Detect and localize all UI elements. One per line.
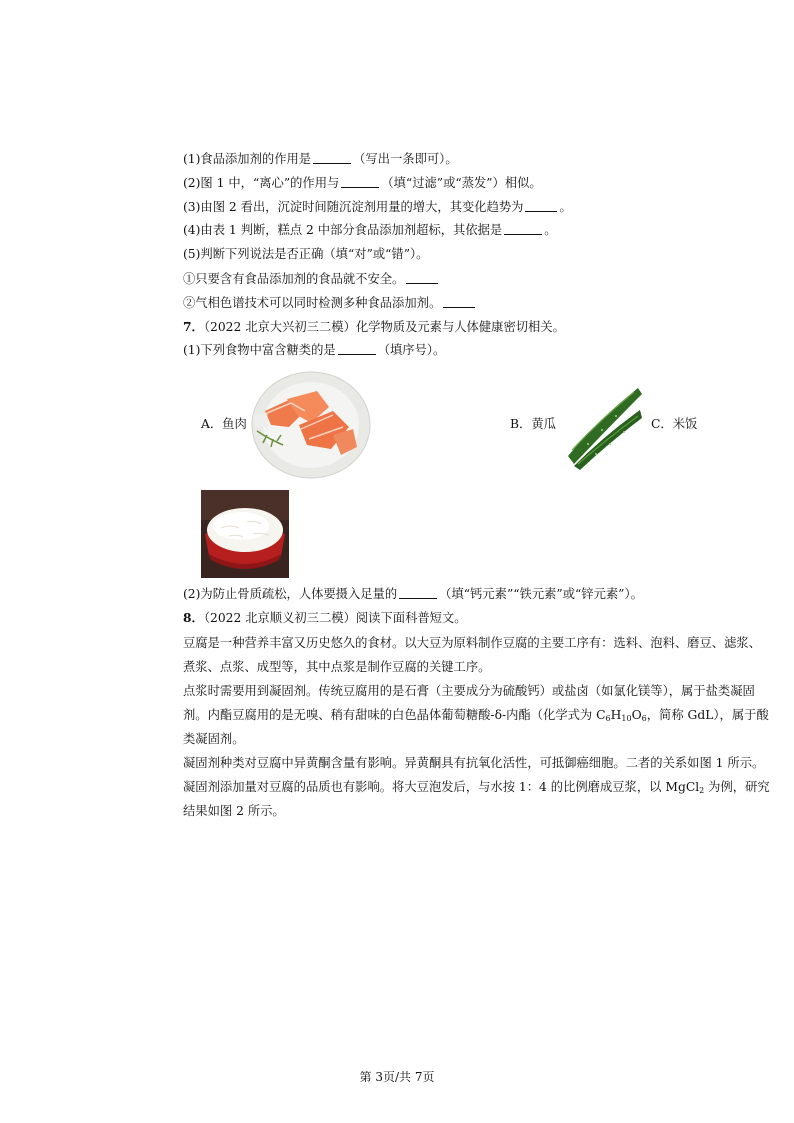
question-number: 7． bbox=[183, 319, 204, 334]
subscript: 6 bbox=[641, 714, 647, 723]
option-a-label: A．鱼肉 bbox=[201, 417, 247, 431]
question-line bbox=[183, 271, 440, 287]
text: （填“钙元素”“铁元素”或“锌元素”）。 bbox=[439, 587, 643, 601]
question-line bbox=[183, 342, 445, 358]
question-line bbox=[183, 151, 458, 167]
text: （填序号）。 bbox=[377, 343, 446, 357]
salmon-plate-image bbox=[249, 369, 373, 481]
text: 。 bbox=[544, 223, 557, 237]
text: ①只要含有食品添加剂的食品就不安全。 bbox=[183, 272, 405, 286]
text: O bbox=[631, 708, 642, 722]
paragraph-line bbox=[183, 707, 769, 723]
text: (2)为防止骨质疏松，人体要摄入足量的 bbox=[183, 587, 398, 601]
paragraph-line: 结果如图 2 所示。 bbox=[183, 804, 285, 818]
text: (3)由图 2 看出，沉淀时间随沉淀剂用量的增大，其变化趋势为 bbox=[183, 200, 524, 214]
option-c-label: C．米饭 bbox=[651, 417, 698, 431]
text: H bbox=[610, 708, 622, 722]
question-line bbox=[183, 199, 572, 215]
question-line bbox=[183, 295, 477, 311]
text: 剂。内酯豆腐用的是无嗅、稍有甜味的白色晶体葡萄糖酸-δ-内酯（化学式为 C bbox=[183, 708, 606, 722]
text: (1)食品添加剂的作用是 bbox=[183, 152, 312, 166]
subscript: 10 bbox=[621, 714, 632, 723]
text: （写出一条即可）。 bbox=[353, 152, 458, 166]
text: (5)判断下列说法是否正确（填“对”或“错”）。 bbox=[183, 247, 429, 261]
text: ，简称 GdL），属于酸 bbox=[646, 708, 769, 722]
paragraph-line: 凝固剂种类对豆腐中异黄酮含量有影响。异黄酮具有抗氧化活性，可抵御癌细胞。二者的关系如图 1 所示。 bbox=[183, 756, 765, 770]
text: ②气相色谱技术可以同时检测多种食品添加剂。 bbox=[183, 296, 442, 310]
text: （2022 北京大兴初三二模）化学物质及元素与人体健康密切相关。 bbox=[203, 320, 565, 334]
question-line bbox=[183, 222, 557, 238]
text: 为例，研究 bbox=[704, 780, 770, 794]
text: (1)下列食物中富含糖类的是 bbox=[183, 343, 336, 357]
question-line bbox=[183, 586, 643, 602]
subscript: 6 bbox=[605, 714, 611, 723]
text: (4)由表 1 判断，糕点 2 中部分食品添加剂超标，其依据是 bbox=[183, 223, 503, 237]
cucumber-image bbox=[558, 380, 644, 470]
text: 凝固剂添加量对豆腐的品质也有影响。将大豆泡发后，与水按 1：4 的比例磨成豆浆，以 MgCl bbox=[183, 780, 700, 794]
text: （填“过滤”或“蒸发”）相似。 bbox=[381, 176, 542, 190]
rice-bowl-image bbox=[201, 490, 289, 578]
question-line bbox=[183, 246, 428, 262]
page-footer: 第 3页/共 7页 bbox=[359, 1070, 435, 1084]
question-heading bbox=[183, 610, 467, 626]
answer-blank[interactable] bbox=[504, 222, 542, 235]
paragraph-line: 豆腐是一种营养丰富又历史悠久的食材。以大豆为原料制作豆腐的主要工序有：选料、泡料、磨豆、滤浆、 bbox=[183, 636, 761, 650]
answer-blank[interactable] bbox=[443, 295, 475, 308]
answer-blank[interactable] bbox=[406, 271, 438, 284]
text: 。 bbox=[559, 200, 572, 214]
text: （2022 北京顺义初三二模）阅读下面科普短文。 bbox=[203, 611, 467, 625]
answer-blank[interactable] bbox=[399, 586, 437, 599]
subscript: 2 bbox=[699, 786, 705, 795]
question-heading bbox=[183, 319, 565, 335]
answer-blank[interactable] bbox=[313, 151, 351, 164]
paragraph-line: 煮浆、点浆、成型等，其中点浆是制作豆腐的关键工序。 bbox=[183, 660, 491, 674]
option-b-label: B．黄瓜 bbox=[510, 417, 556, 431]
answer-blank[interactable] bbox=[341, 175, 379, 188]
paragraph-line bbox=[183, 779, 770, 795]
answer-blank[interactable] bbox=[525, 199, 557, 212]
question-number: 8． bbox=[183, 610, 204, 625]
paragraph-line: 类凝固剂。 bbox=[183, 732, 245, 746]
answer-blank[interactable] bbox=[338, 342, 376, 355]
paragraph-line: 点浆时需要用到凝固剂。传统豆腐用的是石膏（主要成分为硫酸钙）或盐卤（如氯化镁等），属于盐类凝固 bbox=[183, 684, 755, 698]
text: (2)图 1 中，“离心”的作用与 bbox=[183, 176, 340, 190]
question-line bbox=[183, 175, 542, 191]
